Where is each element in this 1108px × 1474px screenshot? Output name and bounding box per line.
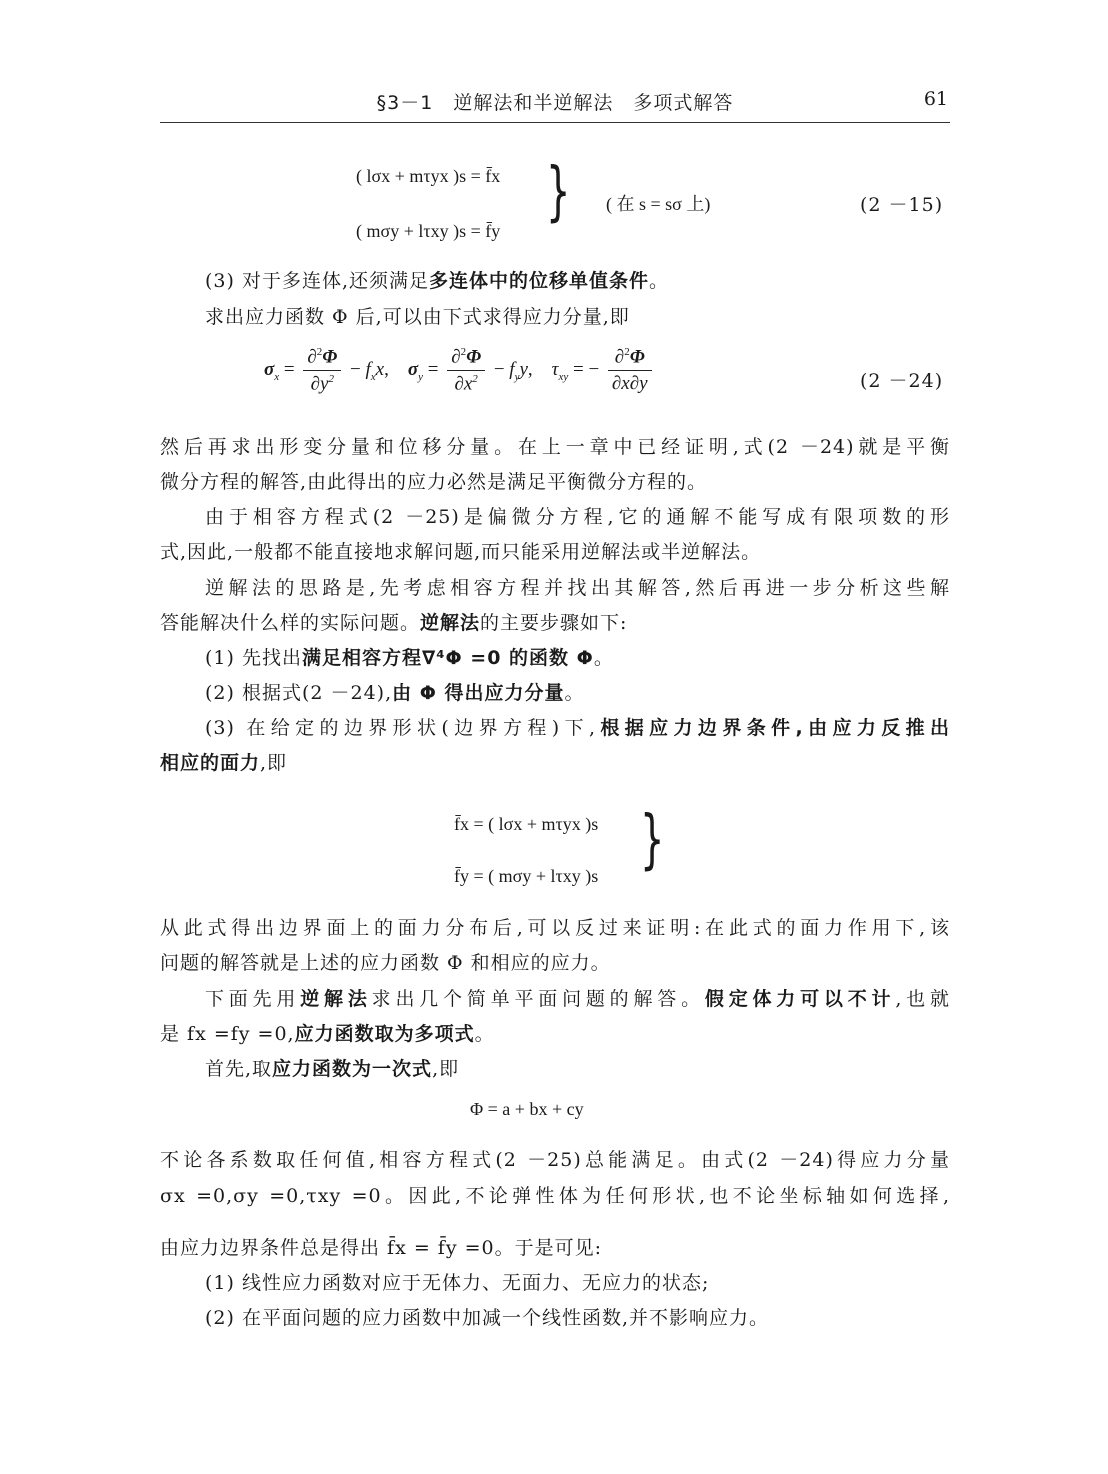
equation-number-2-15: (2 －15)	[860, 194, 944, 216]
paragraph-compatibility-line2: 式,因此,一般都不能直接地求解问题,而只能采用逆解法或半逆解法。	[160, 541, 762, 563]
running-header	[160, 86, 950, 123]
paragraph-inverse-method-line2: 答能解决什么样的实际问题。逆解法的主要步骤如下:	[160, 612, 628, 634]
paragraph-conclusion-line3: 由应力边界条件总是得出 f̄x = f̄y =0。于是可见:	[160, 1237, 603, 1259]
equation-surface-force-line1: f̄x = ( lσx + mτyx )s	[454, 814, 599, 834]
paragraph-deformation-line1: 然后再求出形变分量和位移分量。在上一章中已经证明,式(2 －24)就是平衡	[160, 436, 950, 458]
paragraph-linear-function: 首先,取应力函数为一次式,即	[205, 1058, 460, 1080]
equation-surface-force-line2: f̄y = ( mσy + lτxy )s	[454, 866, 599, 886]
paragraph-deformation-line2: 微分方程的解答,由此得出的应力必然是满足平衡微分方程的。	[160, 471, 708, 493]
step-1: (1) 先找出满足相容方程∇⁴Φ =0 的函数 Φ。	[205, 647, 614, 669]
equation-2-15-line1: ( lσx + mτyx )s = f̄x	[356, 166, 501, 186]
paragraph-proof-line1: 从此式得出边界面上的面力分布后,可以反过来证明:在此式的面力作用下,该	[160, 917, 950, 939]
equation-2-15-condition: ( 在 s = sσ 上)	[606, 194, 711, 214]
paragraph-conclusion-line1: 不论各系数取任何值,相容方程式(2 －25)总能满足。由式(2 －24)得应力分量	[160, 1149, 950, 1171]
step-2: (2) 根据式(2 －24),由 Φ 得出应力分量。	[205, 682, 585, 704]
equation-2-24: $\sigma_x$ = $\frac{\partial^2\Phi}{\partial y^2}$ − $f_xx$, $\sigma_y$ = $\frac{\partial^2\Phi}{\partial x^2}$ − $f_yy$, $\tau_{xy}$ = − $\frac{\partial^2\Phi}{\partial x\partial y}$	[264, 346, 656, 396]
paragraph-conclusion-line2: σx =0,σy =0,τxy =0。因此,不论弹性体为任何形状,也不论坐标轴如何选择,	[160, 1185, 950, 1207]
paragraph-stress-function-intro: 求出应力函数 Φ 后,可以由下式求得应力分量,即	[205, 306, 630, 328]
paragraph-proof-line2: 问题的解答就是上述的应力函数 Φ 和相应的应力。	[160, 952, 611, 974]
conclusion-item-1: (1) 线性应力函数对应于无体力、无面力、无应力的状态;	[205, 1272, 710, 1294]
conclusion-item-2: (2) 在平面问题的应力函数中加减一个线性函数,并不影响应力。	[205, 1307, 769, 1329]
paragraph-simple-problems-line1: 下面先用逆解法求出几个简单平面问题的解答。假定体力可以不计,也就	[205, 988, 950, 1010]
page-number: 61	[923, 88, 948, 110]
section-title: §3－1 逆解法和半逆解法 多项式解答	[376, 92, 734, 114]
paragraph-simple-problems-line2: 是 fx =fy =0,应力函数取为多项式。	[160, 1023, 495, 1045]
equation-number-2-24: (2 －24)	[860, 370, 944, 392]
right-brace-icon: }	[546, 155, 571, 229]
equation-linear-stress-function: Φ = a + bx + cy	[470, 1099, 584, 1119]
step-3-line1: (3) 在给定的边界形状(边界方程)下,根据应力边界条件,由应力反推出	[205, 717, 951, 739]
step-3-line2: 相应的面力,即	[160, 752, 288, 774]
right-brace-icon: }	[640, 803, 665, 877]
equation-2-15-line2: ( mσy + lτxy )s = f̄y	[356, 221, 501, 241]
paragraph-inverse-method-line1: 逆解法的思路是,先考虑相容方程并找出其解答,然后再进一步分析这些解	[205, 577, 950, 599]
paragraph-compatibility-line1: 由于相容方程式(2 －25)是偏微分方程,它的通解不能写成有限项数的形	[205, 506, 950, 528]
paragraph-multiply-connected: (3) 对于多连体,还须满足多连体中的位移单值条件。	[205, 270, 670, 292]
